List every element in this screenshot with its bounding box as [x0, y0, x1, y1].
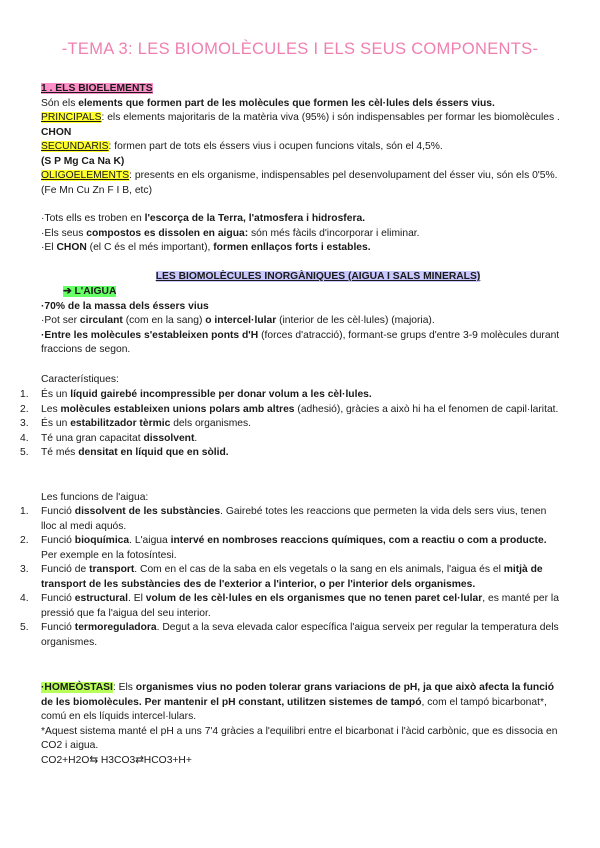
- bioelements-bullets: [41, 212, 561, 256]
- principals-paragraph: PRINCIPALS: els elements majoritaris de la matèria viva (95%) i són indispensables per formar les biomolècules . CHON: [41, 112, 560, 138]
- bullet-item: ·Tots ells es troben en l'escorça de la Terra, l'atmosfera i hidrosfera.: [41, 213, 366, 224]
- chemical-equation: CO2+H2O⇆ H3CO3⇄HCO3+H+: [41, 754, 192, 766]
- list-item: 4. Funció estructural. El volum de les cèl·lules en els organismes que no tenen paret cel·lular, es manté per la pressió que fa l'aigua del seu interior.: [20, 593, 559, 619]
- list-item: 1. És un líquid gairebé incompressible per donar volum a les cèl·lules.: [20, 389, 372, 400]
- bullet-item: ·El CHON (el C és el més important), formen enllaços forts i estables.: [41, 242, 371, 253]
- list-item: 5. Té més densitat en líquid que en sòlid.: [20, 447, 229, 458]
- list-item: 1. Funció dissolvent de les substàncies. Gairebé totes les reaccions que permeten la vida dels sers vius, tenen lloc al medi aquós.: [20, 506, 547, 532]
- intro-paragraph: Són els elements que formen part de les molècules que formen les cèl·lules dels éssers vius.: [41, 97, 495, 109]
- page-title: -TEMA 3: LES BIOMOLÈCULES I ELS SEUS COMPONENTS-: [61, 40, 539, 58]
- homeostasi-paragraph: ·HOMEÒSTASI: Els organismes vius no poden tolerar grans variacions de pH, ja que això afecta la funció de les biomolècules. Per mantenir el pH constant, utilitzen sistemes de tampó, com el tampó bicarbonat*, comú en els líquids intercel·lulars. *Aquest sistema manté el pH a uns 7'4 gràcies a l'equilibri entre el bicarbonat i l'àcid carbònic, que es dissocia en CO2 i aigua. CO2+H2O⇆ H3CO3⇄HCO3+H+: [41, 681, 561, 768]
- secundaris-elements: (S P Mg Ca Na K): [41, 155, 125, 167]
- oligo-paragraph: OLIGOELEMENTS: presents en els organisme, indispensables pel desenvolupament del ésser viu, són els 0'5%. (Fe Mn Cu Zn F I B, etc): [41, 170, 558, 196]
- section-heading-inorganic: LES BIOMOLÈCULES INORGÀNIQUES (AIGUA I SALS MINERALS): [155, 271, 481, 282]
- list-item: 2. Funció bioquímica. L'aigua intervé en nombroses reaccions químiques, com a reactiu o com a producte. Per exemple en la fotosíntesi.: [20, 535, 547, 561]
- footnote: *Aquest sistema manté el pH a uns 7'4 gràcies a l'equilibri entre el bicarbonat i l'àcid carbònic, que es dissocia en CO2 i aigua.: [41, 725, 558, 751]
- aigua-heading: ➔ L'AIGUA: [63, 286, 117, 297]
- secundaris-label: SECUNDARIS: [41, 141, 109, 152]
- characteristics-heading: Característiques:: [41, 374, 119, 385]
- aigua-point: ·Entre les molècules s'estableixen ponts d'H (forces d'atracció), formant-se grups d'entre 3-9 molècules durant fraccions de segon.: [41, 329, 560, 355]
- characteristics-list: [20, 388, 561, 461]
- aigua-point: ·Pot ser circulant (com en la sang) o intercel·lular (interior de les cèl·lules) (majoria).: [41, 315, 435, 326]
- homeostasi-label: ·HOMEÒSTASI: [41, 682, 113, 693]
- principals-label: PRINCIPALS: [41, 112, 102, 123]
- aigua-point: ·70% de la massa dels éssers vius: [41, 300, 209, 312]
- section-bioelements: [41, 82, 561, 198]
- oligo-label: OLIGOELEMENTS: [41, 170, 130, 181]
- section-heading-bioelements: 1 . ELS BIOELEMENTS: [41, 83, 153, 94]
- aigua-intro: [41, 285, 561, 358]
- list-item: 2. Les molècules estableixen unions polars amb altres (adhesió), gràcies a això hi ha el fenomen de capil·laritat.: [20, 403, 559, 415]
- list-item: 5. Funció termoreguladora. Degut a la seva elevada calor específica l'aigua serveix per regular la temperatura dels organismes.: [20, 622, 559, 648]
- functions-list: [20, 505, 561, 650]
- list-item: 4. Té una gran capacitat dissolvent.: [20, 432, 198, 444]
- secundaris-paragraph: SECUNDARIS: formen part de tots els éssers vius i ocupen funcions vitals, són el 4,5%.: [41, 141, 443, 152]
- functions-heading: Les funcions de l'aigua:: [41, 492, 149, 503]
- bullet-item: ·Els seus compostos es dissolen en aigua: són més fàcils d'incorporar i eliminar.: [41, 227, 420, 239]
- list-item: 3. Funció de transport. Com en el cas de la saba en els vegetals o la sang en els animals, l'aigua és el mitjà de transport de les substàncies des de l'exterior a l'interior, o per l'interior dels organismes.: [20, 564, 543, 590]
- list-item: 3. És un estabilitzador tèrmic dels organismes.: [20, 418, 252, 429]
